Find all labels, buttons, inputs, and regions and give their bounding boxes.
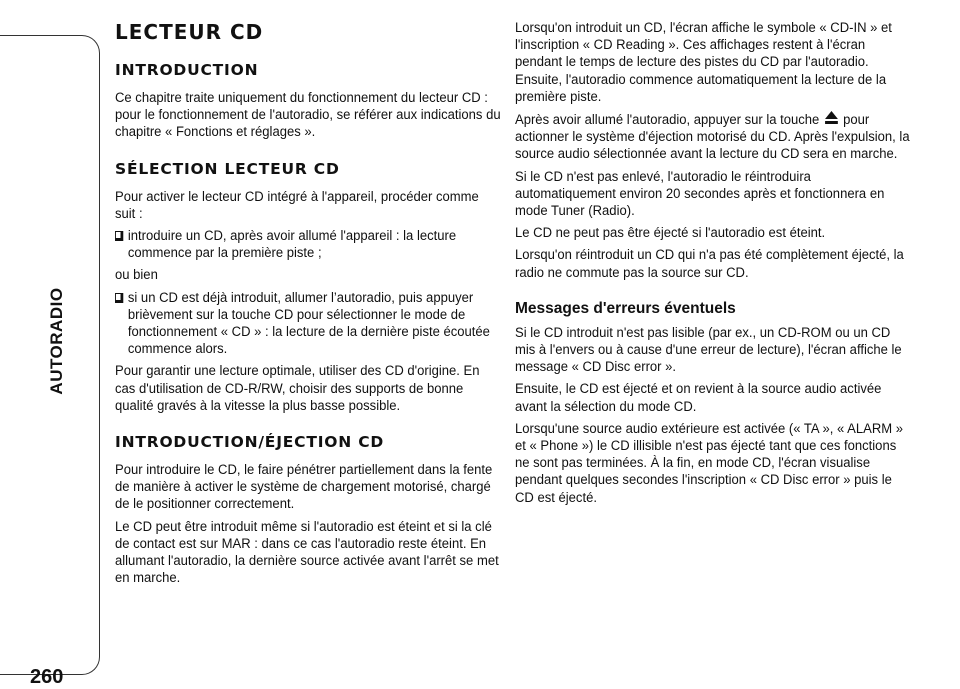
quality-text: Pour garantir une lecture optimale, utiliser des CD d'origine. En cas d'utilisation de CD-R/RW, choisir des supports de bonne qualité gravés à la vitesse la plus basse possible. [115, 363, 480, 414]
page-number: 260 [30, 666, 64, 688]
selection-heading: SÉLECTION LECTEUR CD [115, 159, 340, 178]
or-text: ou bien [115, 267, 158, 284]
left-column [115, 20, 505, 592]
eject-text-before: Après avoir allumé l'autoradio, appuyer sur la touche [515, 112, 823, 129]
checkbox-bullet-icon [115, 231, 123, 241]
reinsert-paragraph: Si le CD n'est pas enlevé, l'autoradio le réintroduira automatiquement environ 20 secondes après et fonctionnera en mode Tuner (Radio). [515, 168, 885, 220]
intro-heading: INTRODUCTION [115, 61, 259, 79]
error-paragraph-3: Lorsqu'une source audio extérieure est activée (« TA », « ALARM » et « Phone ») le CD illisible n'est pas éjecté tant que ces fonctions ne sont pas terminées. À la fin, en mode CD, l'écran visualise pendant quelques secondes l'inscription « CD Disc error » puis le CD est éjecté. [515, 420, 904, 506]
section-label: AUTORADIO [47, 287, 66, 395]
list-item-text: introduire un CD, après avoir allumé l'appareil : la lecture commence par la première piste ; [127, 228, 457, 262]
side-tab [0, 35, 100, 688]
intro-text: Ce chapitre traite uniquement du fonctionnement du lecteur CD : pour le fonctionnement de l'autoradio, se référer aux indications du chapitre « Fonctions et réglages ». [115, 90, 501, 141]
eject-icon [825, 111, 838, 129]
errors-heading: Messages d'erreurs éventuels [515, 299, 736, 317]
list-item-text: si un CD est déjà introduit, allumer l’autoradio, puis appuyer brièvement sur la touche CD pour sélectionner le mode de fonctionnement « CD » : la lecture de la dernière piste écoutée commence alors. [127, 289, 490, 358]
page-title: LECTEUR CD [115, 20, 264, 44]
insert-text-2: Le CD peut être introduit même si l'autoradio est éteint et si la clé de contact est sur MAR : dans ce cas l'autoradio reste éteint. En allumant l'autoradio, la dernière source activée avant l'arrêt se met en marche. [115, 518, 499, 587]
insert-text-1: Pour introduire le CD, le faire pénétrer partiellement dans la fente de manière à activer le système de chargement motorisé, chargé de le positionner correctement. [115, 462, 493, 513]
error-paragraph-1: Si le CD introduit n'est pas lisible (par ex., un CD-ROM ou un CD mis à l'envers ou à cause d'une erreur de lecture), l'écran affiche le message « CD Disc error ». [515, 324, 902, 376]
list-item [115, 228, 502, 262]
selection-text: Pour activer le lecteur CD intégré à l'appareil, procéder comme suit : [115, 188, 479, 222]
cd-in-paragraph: Lorsqu'on introduit un CD, l'écran affiche le symbole « CD-IN » et l'inscription « CD Reading ». Ces affichages restent à l'écran pendant le temps de lecture des pistes du CD par l'autoradio. Ensuite, l'autoradio commence automatiquement la lecture de la première piste. [515, 20, 892, 105]
off-paragraph: Le CD ne peut pas être éjecté si l'autoradio est éteint. [515, 225, 826, 242]
right-column [515, 20, 913, 512]
insert-heading: INTRODUCTION/ÉJECTION CD [115, 433, 385, 452]
error-paragraph-2: Ensuite, le CD est éjecté et on revient à la source audio activée avant la sélection du mode CD. [515, 381, 882, 415]
eject-paragraph [515, 111, 910, 164]
eject-text-after: pour actionner le système d'éjection motorisé du CD. Après l'expulsion, la source audio sélectionnée avant la lecture du CD sera en marche. [515, 112, 910, 163]
checkbox-bullet-icon [115, 293, 123, 303]
list-item [115, 290, 502, 359]
partial-eject-paragraph: Lorsqu'on réintroduit un CD qui n'a pas été complètement éjecté, la radio ne commute pas la source sur CD. [515, 247, 904, 281]
